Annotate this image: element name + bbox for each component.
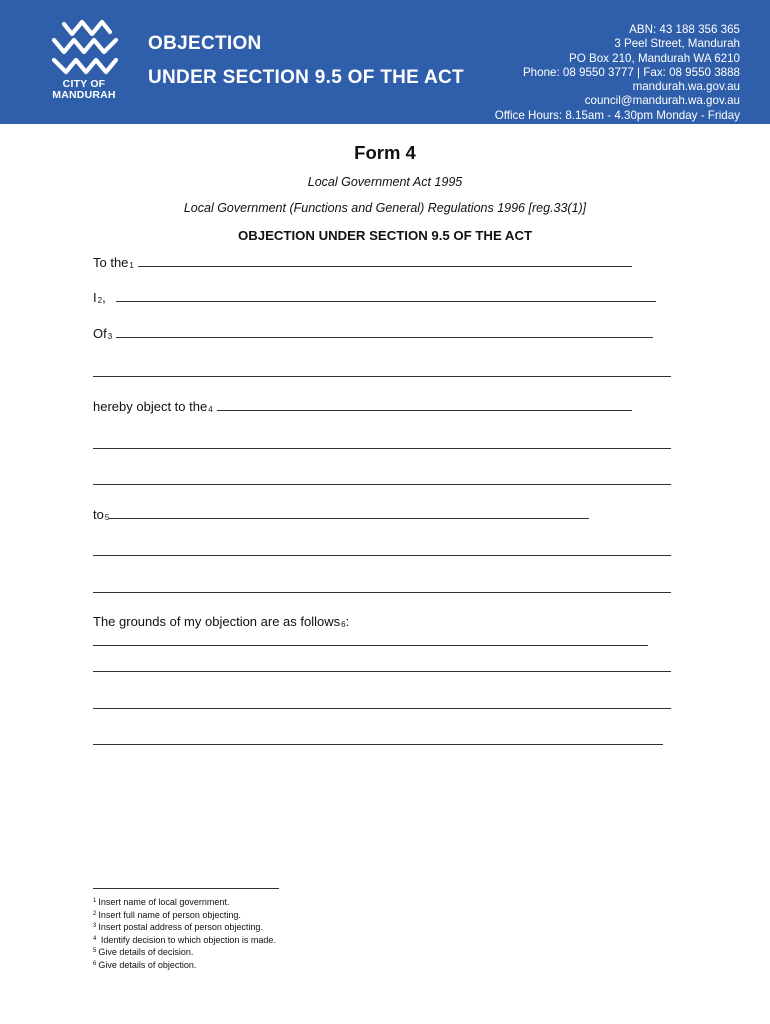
footnote-number: 4 — [93, 935, 97, 942]
address-continuation-line[interactable] — [93, 376, 671, 377]
header-title-line2: UNDER SECTION 9.5 OF THE ACT — [148, 67, 464, 88]
grounds-label: The grounds of my objection are as follows — [93, 614, 341, 629]
regulations-name: Local Government (Functions and General) Regulations 1996 [reg.33(1)] — [183, 201, 587, 215]
footnote-number: 6 — [93, 960, 97, 967]
footnote-item — [93, 921, 276, 934]
logo-text — [44, 79, 124, 101]
grounds-label-suffix: : — [345, 614, 350, 629]
footnote-item — [93, 959, 276, 972]
name-label-suffix: , — [102, 290, 106, 305]
contact-details — [495, 23, 740, 123]
decision-continuation-line-1[interactable] — [93, 555, 671, 556]
footnote-number: 5 — [93, 948, 97, 955]
website: mandurah.wa.gov.au — [632, 80, 740, 94]
footnote-item — [93, 896, 276, 909]
form-title: Form 4 — [354, 142, 416, 163]
footnote-ref: 5 — [104, 513, 110, 522]
object-to-field — [93, 399, 632, 414]
grounds-line-2[interactable] — [93, 671, 671, 672]
object-to-continuation-line-2[interactable] — [93, 484, 671, 485]
footnote-ref: 3 — [107, 332, 113, 341]
footnote-number: 3 — [93, 923, 97, 930]
to-the-input-line[interactable] — [138, 265, 632, 267]
footnote-text: Insert full name of person objecting. — [98, 909, 241, 920]
page-header — [0, 0, 770, 124]
header-title-line1: OBJECTION — [148, 33, 262, 54]
name-input-line[interactable] — [116, 300, 656, 302]
footnote-separator — [93, 888, 279, 889]
footnote-ref: 2 — [97, 296, 103, 305]
phone-fax: Phone: 08 9550 3777 | Fax: 08 9550 3888 — [522, 65, 740, 79]
grounds-line-4[interactable] — [93, 744, 663, 745]
form-heading: OBJECTION UNDER SECTION 9.5 OF THE ACT — [237, 228, 533, 243]
name-label: I — [93, 290, 97, 305]
address-label: Of — [93, 326, 107, 341]
address-input-line[interactable] — [116, 336, 653, 338]
footnote-item — [93, 909, 276, 922]
decision-field — [93, 507, 589, 522]
footnote-item — [93, 934, 276, 947]
abn: ABN: 43 188 356 365 — [629, 23, 740, 36]
decision-label: to — [93, 507, 104, 522]
footnote-text: Insert name of local government. — [98, 897, 230, 907]
grounds-field — [93, 614, 349, 629]
postal-address: PO Box 210, Mandurah WA 6210 — [568, 51, 740, 65]
footnote-text: Insert postal address of person objecting. — [98, 922, 263, 933]
act-name: Local Government Act 1995 — [307, 175, 463, 189]
grounds-line-1[interactable] — [93, 645, 648, 646]
decision-input-line[interactable] — [109, 517, 589, 519]
footnote-ref: 1 — [129, 261, 134, 270]
footnote-item — [93, 946, 276, 959]
object-to-input-line[interactable] — [217, 409, 632, 411]
footnote-text: Give details of objection. — [98, 959, 197, 970]
object-to-continuation-line-1[interactable] — [93, 448, 671, 449]
name-field — [93, 290, 656, 305]
grounds-line-3[interactable] — [93, 708, 671, 709]
wave-emblem-icon — [46, 18, 124, 80]
decision-continuation-line-2[interactable] — [93, 592, 671, 593]
email: council@mandurah.wa.gov.au — [584, 94, 740, 108]
footnote-ref: 4 — [208, 405, 213, 414]
footnote-number: 2 — [93, 910, 97, 917]
footnotes — [93, 896, 276, 972]
footnote-text: Identify decision to which objection is made. — [98, 934, 276, 945]
footnote-text: Give details of decision. — [98, 947, 194, 958]
to-the-label: To the — [93, 255, 129, 270]
address-field — [93, 326, 653, 341]
logo-text-line2: MANDURAH — [52, 89, 116, 101]
office-hours: Office Hours: 8.15am - 4.30pm Monday - Friday — [494, 108, 740, 122]
street-address: 3 Peel Street, Mandurah — [614, 37, 740, 51]
to-the-field — [93, 255, 632, 270]
footnote-ref: 6 — [341, 620, 346, 629]
logo-text-line1: CITY OF — [62, 78, 106, 90]
object-to-label: hereby object to the — [93, 399, 208, 414]
footnote-number: 1 — [93, 898, 97, 904]
